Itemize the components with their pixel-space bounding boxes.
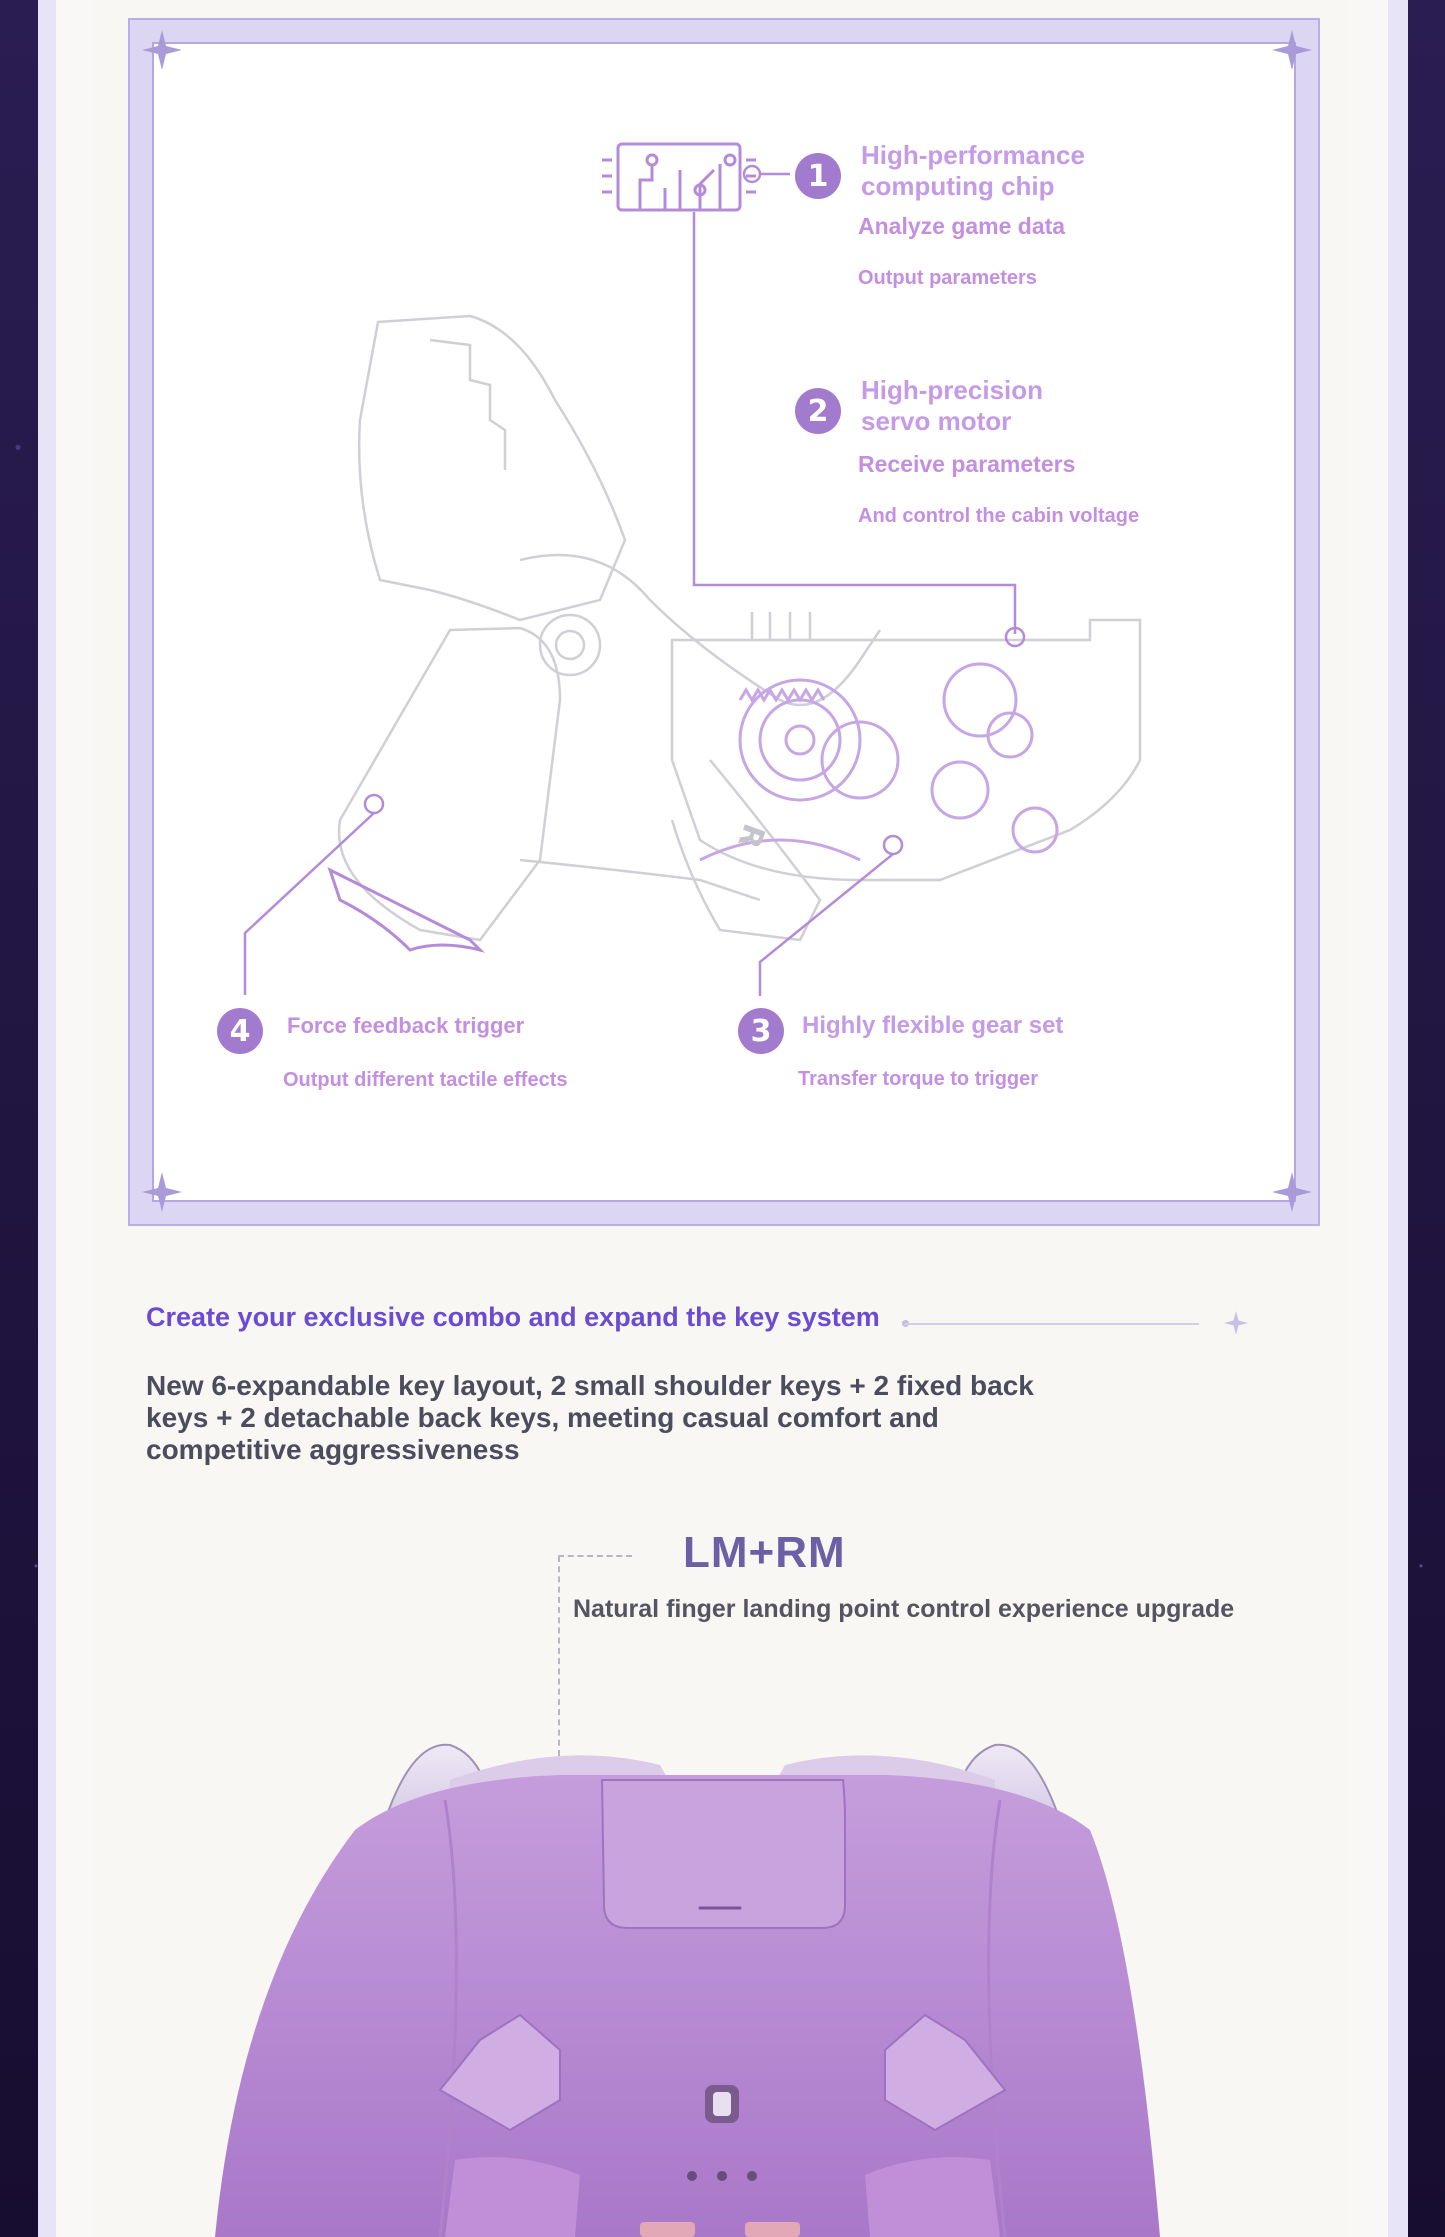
heading-divider-line xyxy=(904,1323,1199,1325)
lm-rm-callout-title: LM+RM xyxy=(683,1528,846,1577)
feature-4-badge: 4 xyxy=(217,1008,263,1054)
feature-3-title: Highly flexible gear set xyxy=(802,1012,1064,1039)
feature-1-title-line2: computing chip xyxy=(861,171,1055,201)
feature-2-sub1: Receive parameters xyxy=(858,451,1076,477)
key-layout-description: New 6-expandable key layout, 2 small shoulder keys + 2 fixed back keys + 2 detachable back keys, meeting casual comfort and competitive aggressiveness xyxy=(146,1370,1034,1465)
feature-2-badge: 2 xyxy=(795,388,841,434)
feature-4-sub1: Output different tactile effects xyxy=(283,1069,568,1091)
feature-1-sub1: Analyze game data xyxy=(858,213,1066,239)
feature-2-title-line1: High-precision xyxy=(861,375,1044,405)
feature-1-badge: 1 xyxy=(795,153,841,199)
feature-3-badge: 3 xyxy=(738,1008,784,1054)
feature-4-title: Force feedback trigger xyxy=(287,1013,525,1038)
sparkle-star-icon xyxy=(1223,1310,1249,1336)
chip-icon xyxy=(602,144,756,210)
trigger-letter: R xyxy=(730,819,772,853)
combo-section-heading: Create your exclusive combo and expand the key system xyxy=(146,1302,880,1332)
controller-back-image xyxy=(0,1700,1445,2237)
feature-2-title-line2: servo motor xyxy=(861,406,1012,436)
feature-2-sub2: And control the cabin voltage xyxy=(858,505,1140,527)
callout-dashed-line-horizontal xyxy=(558,1555,632,1557)
feature-1-title-line1: High-performance xyxy=(861,140,1085,170)
feature-1-sub2: Output parameters xyxy=(858,267,1037,289)
feature-3-sub1: Transfer torque to trigger xyxy=(798,1068,1039,1090)
lm-rm-callout-subtitle: Natural finger landing point control experience upgrade xyxy=(573,1595,1235,1623)
